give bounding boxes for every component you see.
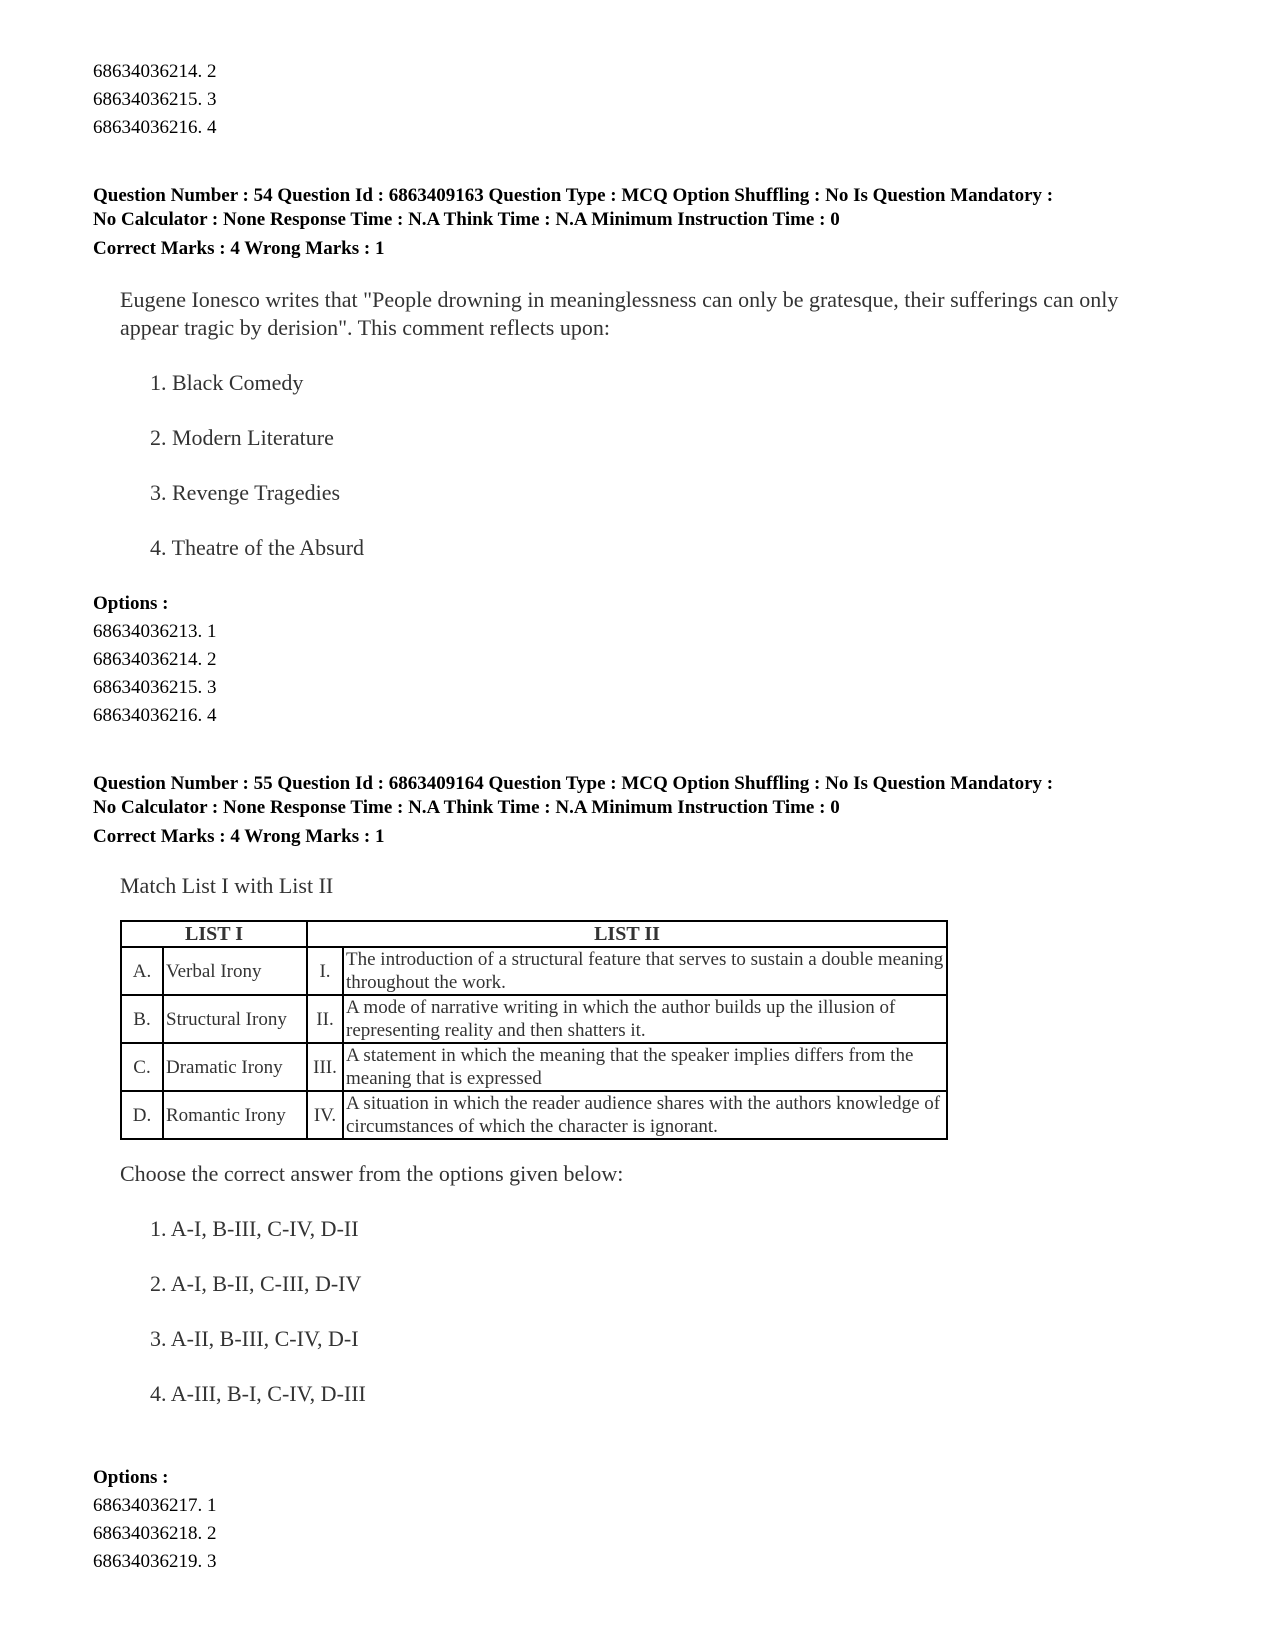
answer-choice: 2. Modern Literature: [150, 425, 334, 450]
answer-choice: 2. A-I, B-II, C-III, D-IV: [150, 1271, 362, 1296]
answer-choice: 3. A-II, B-III, C-IV, D-I: [150, 1326, 359, 1351]
question-meta-line-1: Question Number : 55 Question Id : 6863409164 Question Type : MCQ Option Shuffling : No Is Question Mandatory :: [93, 773, 1054, 794]
options-label: Options :: [93, 593, 169, 614]
options-label: Options :: [93, 1467, 169, 1488]
instruction-text: Choose the correct answer from the options given below:: [120, 1161, 624, 1186]
list-1-item: Structural Irony: [163, 995, 307, 1043]
option-line: 68634036214. 2: [93, 649, 217, 670]
row-roman: II.: [307, 995, 343, 1043]
option-line: 68634036217. 1: [93, 1495, 217, 1516]
list-1-item: Romantic Irony: [163, 1091, 307, 1139]
answer-choice: 4. A-III, B-I, C-IV, D-III: [150, 1381, 366, 1406]
list-2-header: LIST II: [307, 921, 947, 947]
table-row: [121, 1091, 947, 1139]
answer-choice: 1. A-I, B-III, C-IV, D-II: [150, 1216, 359, 1241]
list-1-item: Dramatic Irony: [163, 1043, 307, 1091]
row-letter: A.: [121, 947, 163, 995]
option-line: 68634036215. 3: [93, 677, 217, 698]
answer-choice: 4. Theatre of the Absurd: [150, 535, 365, 560]
table-row: [121, 1043, 947, 1091]
option-line: 68634036218. 2: [93, 1523, 217, 1544]
list-2-item: A mode of narrative writing in which the author builds up the illusion of representing reality and then shatters it.: [343, 995, 947, 1043]
question-55-body: [120, 872, 1160, 1408]
row-roman: I.: [307, 947, 343, 995]
previous-question-options: [93, 58, 217, 142]
question-marks: Correct Marks : 4 Wrong Marks : 1: [93, 826, 385, 847]
list-2-item: A statement in which the meaning that the speaker implies differs from the meaning that is expressed: [343, 1043, 947, 1091]
answer-choice: 1. Black Comedy: [150, 370, 304, 395]
option-line: 68634036215. 3: [93, 89, 217, 110]
table-row: [121, 995, 947, 1043]
option-line: 68634036216. 4: [93, 117, 217, 138]
row-roman: IV.: [307, 1091, 343, 1139]
match-table: [120, 920, 948, 1140]
question-meta-line-2: No Calculator : None Response Time : N.A Think Time : N.A Minimum Instruction Time : 0: [93, 797, 840, 818]
question-meta-line-2: No Calculator : None Response Time : N.A Think Time : N.A Minimum Instruction Time : 0: [93, 209, 840, 230]
row-letter: C.: [121, 1043, 163, 1091]
list-1-header: LIST I: [121, 921, 307, 947]
question-marks: Correct Marks : 4 Wrong Marks : 1: [93, 238, 385, 259]
question-text: Match List I with List II: [120, 873, 334, 898]
list-2-item: A situation in which the reader audience shares with the authors knowledge of circumstances of which the character is ignorant.: [343, 1091, 947, 1139]
answer-choice: 3. Revenge Tragedies: [150, 480, 341, 505]
option-line: 68634036214. 2: [93, 61, 217, 82]
option-line: 68634036216. 4: [93, 705, 217, 726]
question-54-body: [120, 286, 1160, 562]
row-roman: III.: [307, 1043, 343, 1091]
question-text: Eugene Ionesco writes that "People drowning in meaninglessness can only be gratesque, their sufferings can only appear tragic by derision". This comment reflects upon:: [120, 287, 1119, 340]
table-header-row: [121, 921, 947, 947]
option-line: 68634036213. 1: [93, 621, 217, 642]
question-54-options: [93, 590, 217, 730]
question-55-options: [93, 1464, 217, 1576]
list-2-item: The introduction of a structural feature that serves to sustain a double meaning throughout the work.: [343, 947, 947, 995]
row-letter: D.: [121, 1091, 163, 1139]
question-54-header: [93, 184, 1053, 261]
question-meta-line-1: Question Number : 54 Question Id : 6863409163 Question Type : MCQ Option Shuffling : No Is Question Mandatory :: [93, 185, 1054, 206]
option-line: 68634036219. 3: [93, 1551, 217, 1572]
question-55-header: [93, 772, 1053, 849]
row-letter: B.: [121, 995, 163, 1043]
table-row: [121, 947, 947, 995]
list-1-item: Verbal Irony: [163, 947, 307, 995]
